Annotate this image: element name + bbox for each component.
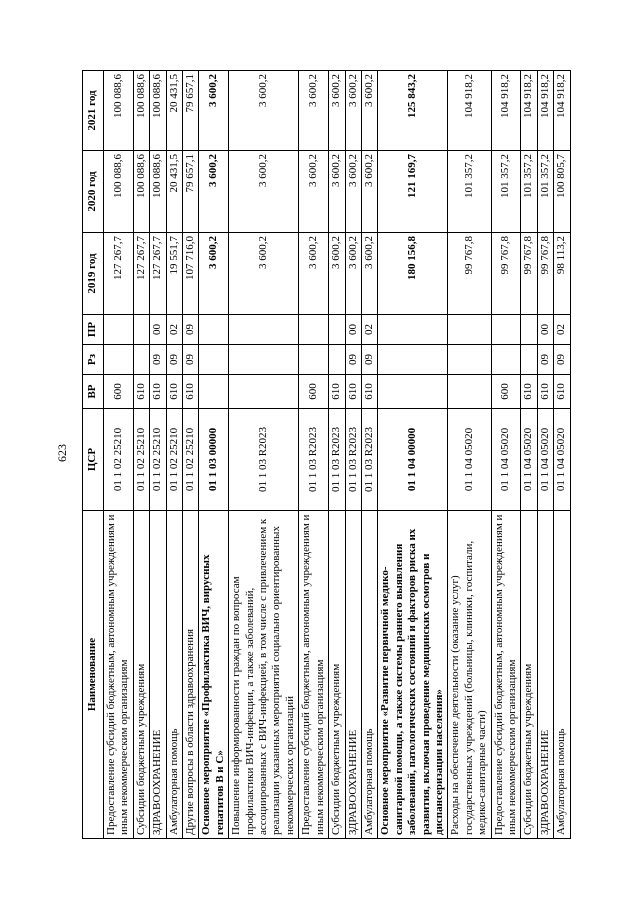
row-2020-value: 79 657,1 bbox=[183, 151, 199, 233]
row-vr-cell: 610 bbox=[183, 375, 199, 409]
row-name-cell: Другие вопросы в области здравоохранения bbox=[183, 511, 199, 839]
row-pr-cell bbox=[378, 315, 448, 345]
row-rz-cell: 09 bbox=[166, 345, 182, 375]
row-rz-cell: 09 bbox=[345, 345, 361, 375]
row-rz-cell bbox=[299, 345, 329, 375]
row-2021-value: 125 843,2 bbox=[378, 71, 448, 151]
row-vr-cell: 610 bbox=[329, 375, 345, 409]
row-pr-cell: 09 bbox=[183, 315, 199, 345]
row-vr-cell: 610 bbox=[150, 375, 166, 409]
row-csr-cell: 01 1 02 25210 bbox=[183, 409, 199, 511]
row-2019-value: 99 767,8 bbox=[448, 233, 491, 315]
row-2021-value: 3 600,2 bbox=[229, 71, 299, 151]
row-csr-cell: 01 1 02 25210 bbox=[166, 409, 182, 511]
row-2019-value: 98 113,2 bbox=[554, 233, 570, 315]
table-row bbox=[521, 71, 537, 839]
row-name-cell: Амбулаторная помощь bbox=[361, 511, 377, 839]
row-name-cell: Субсидии бюджетным учреждениям bbox=[133, 511, 149, 839]
table-row bbox=[104, 71, 134, 839]
row-vr-cell bbox=[229, 375, 299, 409]
row-2020-value: 3 600,2 bbox=[361, 151, 377, 233]
row-2020-value: 3 600,2 bbox=[299, 151, 329, 233]
row-pr-cell bbox=[104, 315, 134, 345]
row-csr-cell: 01 1 03 R2023 bbox=[345, 409, 361, 511]
row-2021-value: 104 918,2 bbox=[554, 71, 570, 151]
row-rz-cell: 09 bbox=[554, 345, 570, 375]
table-row bbox=[345, 71, 361, 839]
row-2021-value: 3 600,2 bbox=[345, 71, 361, 151]
row-rz-cell bbox=[521, 345, 537, 375]
table-row bbox=[329, 71, 345, 839]
row-name-cell: Субсидии бюджетным учреждениям bbox=[329, 511, 345, 839]
row-2020-value: 3 600,2 bbox=[329, 151, 345, 233]
row-name-cell: ЗДРАВООХРАНЕНИЕ bbox=[345, 511, 361, 839]
row-2020-value: 100 088,6 bbox=[104, 151, 134, 233]
row-csr-cell: 01 1 03 R2023 bbox=[361, 409, 377, 511]
row-rz-cell bbox=[329, 345, 345, 375]
row-vr-cell: 600 bbox=[491, 375, 521, 409]
rotated-table-container bbox=[82, 71, 568, 839]
table-row bbox=[150, 71, 166, 839]
row-pr-cell bbox=[491, 315, 521, 345]
row-pr-cell: 02 bbox=[361, 315, 377, 345]
row-rz-cell bbox=[378, 345, 448, 375]
row-2019-value: 99 767,8 bbox=[491, 233, 521, 315]
row-2021-value: 3 600,2 bbox=[329, 71, 345, 151]
row-2021-value: 104 918,2 bbox=[491, 71, 521, 151]
row-2021-value: 3 600,2 bbox=[361, 71, 377, 151]
row-2021-value: 79 657,1 bbox=[183, 71, 199, 151]
table-row bbox=[537, 71, 553, 839]
row-vr-cell bbox=[199, 375, 229, 409]
row-vr-cell: 610 bbox=[521, 375, 537, 409]
row-2020-value: 101 357,2 bbox=[491, 151, 521, 233]
row-csr-cell: 01 1 04 05020 bbox=[554, 409, 570, 511]
row-vr-cell: 610 bbox=[133, 375, 149, 409]
row-rz-cell bbox=[491, 345, 521, 375]
row-name-cell: Расходы на обеспечение деятельности (оказание услуг) государственных учреждений (больницы, клиники, госпитали, медико-санитарные части) bbox=[448, 511, 491, 839]
row-rz-cell: 09 bbox=[361, 345, 377, 375]
row-vr-cell: 610 bbox=[166, 375, 182, 409]
row-pr-cell bbox=[229, 315, 299, 345]
table-row bbox=[361, 71, 377, 839]
row-2021-value: 3 600,2 bbox=[299, 71, 329, 151]
row-pr-cell bbox=[329, 315, 345, 345]
row-pr-cell bbox=[521, 315, 537, 345]
row-pr-cell: 00 bbox=[537, 315, 553, 345]
row-2020-value: 121 169,7 bbox=[378, 151, 448, 233]
row-pr-cell: 02 bbox=[166, 315, 182, 345]
row-rz-cell bbox=[448, 345, 491, 375]
table-row bbox=[299, 71, 329, 839]
col-header-rz: Рз bbox=[83, 345, 104, 375]
table-row bbox=[166, 71, 182, 839]
row-name-cell: Амбулаторная помощь bbox=[166, 511, 182, 839]
row-pr-cell: 02 bbox=[554, 315, 570, 345]
row-vr-cell: 610 bbox=[345, 375, 361, 409]
row-pr-cell: 00 bbox=[150, 315, 166, 345]
row-rz-cell: 09 bbox=[537, 345, 553, 375]
row-2019-value: 127 267,7 bbox=[133, 233, 149, 315]
row-pr-cell bbox=[133, 315, 149, 345]
col-header-2020: 2020 год bbox=[83, 151, 104, 233]
row-name-cell: ЗДРАВООХРАНЕНИЕ bbox=[537, 511, 553, 839]
row-pr-cell bbox=[199, 315, 229, 345]
row-vr-cell: 600 bbox=[299, 375, 329, 409]
row-2019-value: 3 600,2 bbox=[299, 233, 329, 315]
col-header-csr: ЦСР bbox=[83, 409, 104, 511]
row-vr-cell bbox=[448, 375, 491, 409]
row-csr-cell: 01 1 02 25210 bbox=[133, 409, 149, 511]
row-2019-value: 3 600,2 bbox=[361, 233, 377, 315]
row-2020-value: 100 088,6 bbox=[133, 151, 149, 233]
row-rz-cell: 09 bbox=[150, 345, 166, 375]
row-name-cell: Субсидии бюджетным учреждениям bbox=[521, 511, 537, 839]
row-csr-cell: 01 1 02 25210 bbox=[104, 409, 134, 511]
row-2021-value: 100 088,6 bbox=[104, 71, 134, 151]
col-header-pr: ПР bbox=[83, 315, 104, 345]
table-row bbox=[378, 71, 448, 839]
row-csr-cell: 01 1 03 R2023 bbox=[299, 409, 329, 511]
row-csr-cell: 01 1 03 00000 bbox=[199, 409, 229, 511]
table-row bbox=[448, 71, 491, 839]
row-pr-cell bbox=[299, 315, 329, 345]
row-2020-value: 3 600,2 bbox=[199, 151, 229, 233]
table-row bbox=[491, 71, 521, 839]
row-2019-value: 19 551,7 bbox=[166, 233, 182, 315]
row-vr-cell: 610 bbox=[361, 375, 377, 409]
table-row bbox=[229, 71, 299, 839]
row-vr-cell: 610 bbox=[554, 375, 570, 409]
row-2019-value: 99 767,8 bbox=[521, 233, 537, 315]
row-2021-value: 104 918,2 bbox=[537, 71, 553, 151]
col-header-2019: 2019 год bbox=[83, 233, 104, 315]
table-row bbox=[183, 71, 199, 839]
row-2019-value: 127 267,7 bbox=[104, 233, 134, 315]
row-2021-value: 100 088,6 bbox=[150, 71, 166, 151]
row-name-cell: Предоставление субсидий бюджетным, автономным учреждениям и иным некоммерческим организациям bbox=[491, 511, 521, 839]
row-pr-cell bbox=[448, 315, 491, 345]
page-number: 623 bbox=[55, 444, 69, 462]
col-header-name: Наименование bbox=[83, 511, 104, 839]
row-2021-value: 104 918,2 bbox=[448, 71, 491, 151]
row-2020-value: 3 600,2 bbox=[229, 151, 299, 233]
row-csr-cell: 01 1 04 00000 bbox=[378, 409, 448, 511]
row-2019-value: 3 600,2 bbox=[345, 233, 361, 315]
row-name-cell: Предоставление субсидий бюджетным, автономным учреждениям и иным некоммерческим организациям bbox=[104, 511, 134, 839]
row-2019-value: 99 767,8 bbox=[537, 233, 553, 315]
row-2019-value: 127 267,7 bbox=[150, 233, 166, 315]
row-2020-value: 101 357,2 bbox=[537, 151, 553, 233]
row-name-cell: Повышение информированности граждан по вопросам профилактики ВИЧ-инфекции, а также заболеваний, ассоциированных с ВИЧ-инфекцией, в том числе с привлечением к реализации указанных мероприятий социально ориентированных некоммерческих организаций bbox=[229, 511, 299, 839]
row-2020-value: 20 431,5 bbox=[166, 151, 182, 233]
row-2020-value: 101 357,2 bbox=[521, 151, 537, 233]
budget-table bbox=[82, 70, 571, 839]
row-2020-value: 100 805,7 bbox=[554, 151, 570, 233]
row-2019-value: 3 600,2 bbox=[329, 233, 345, 315]
row-2020-value: 100 088,6 bbox=[150, 151, 166, 233]
row-vr-cell: 600 bbox=[104, 375, 134, 409]
col-header-vr: ВР bbox=[83, 375, 104, 409]
row-2019-value: 3 600,2 bbox=[229, 233, 299, 315]
row-csr-cell: 01 1 04 05020 bbox=[537, 409, 553, 511]
row-rz-cell bbox=[199, 345, 229, 375]
row-csr-cell: 01 1 03 R2023 bbox=[229, 409, 299, 511]
row-rz-cell bbox=[229, 345, 299, 375]
row-name-cell: Основное мероприятие «Развитие первичной медико-санитарной помощи, а также системы раннего выявления заболеваний, патологических состояний и факторов риска их развития, включая проведение медицинских осмотров и диспансеризации населения» bbox=[378, 511, 448, 839]
row-2021-value: 100 088,6 bbox=[133, 71, 149, 151]
row-rz-cell bbox=[133, 345, 149, 375]
table-header-row bbox=[83, 71, 104, 839]
row-2021-value: 20 431,5 bbox=[166, 71, 182, 151]
row-csr-cell: 01 1 04 05020 bbox=[521, 409, 537, 511]
table-row bbox=[199, 71, 229, 839]
row-csr-cell: 01 1 02 25210 bbox=[150, 409, 166, 511]
row-name-cell: Амбулаторная помощь bbox=[554, 511, 570, 839]
row-name-cell: ЗДРАВООХРАНЕНИЕ bbox=[150, 511, 166, 839]
row-csr-cell: 01 1 04 05020 bbox=[448, 409, 491, 511]
table-row bbox=[554, 71, 570, 839]
row-2021-value: 104 918,2 bbox=[521, 71, 537, 151]
row-rz-cell: 09 bbox=[183, 345, 199, 375]
row-pr-cell: 00 bbox=[345, 315, 361, 345]
row-2019-value: 107 716,0 bbox=[183, 233, 199, 315]
row-vr-cell bbox=[378, 375, 448, 409]
row-rz-cell bbox=[104, 345, 134, 375]
row-name-cell: Основное мероприятие «Профилактика ВИЧ, вирусных гепатитов В и С» bbox=[199, 511, 229, 839]
row-2021-value: 3 600,2 bbox=[199, 71, 229, 151]
col-header-2021: 2021 год bbox=[83, 71, 104, 151]
row-2019-value: 180 156,8 bbox=[378, 233, 448, 315]
row-2020-value: 101 357,2 bbox=[448, 151, 491, 233]
row-2019-value: 3 600,2 bbox=[199, 233, 229, 315]
row-name-cell: Предоставление субсидий бюджетным, автономным учреждениям и иным некоммерческим организациям bbox=[299, 511, 329, 839]
row-csr-cell: 01 1 03 R2023 bbox=[329, 409, 345, 511]
row-vr-cell: 610 bbox=[537, 375, 553, 409]
row-2020-value: 3 600,2 bbox=[345, 151, 361, 233]
table-row bbox=[133, 71, 149, 839]
row-csr-cell: 01 1 04 05020 bbox=[491, 409, 521, 511]
